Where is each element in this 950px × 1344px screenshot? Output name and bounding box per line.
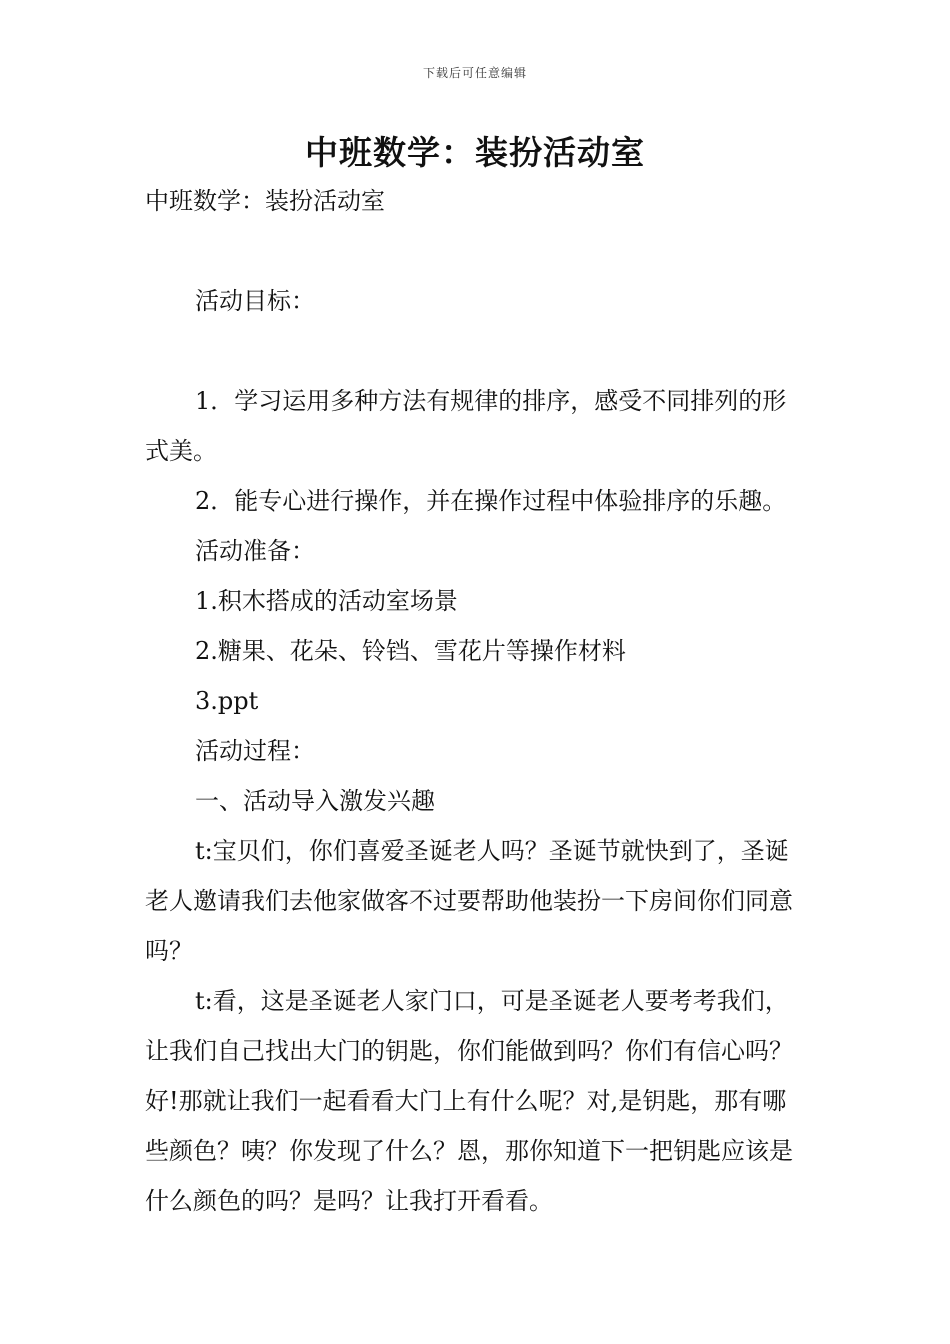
document-body [145,176,810,1226]
goal-item-2: 2．能专心进行操作，并在操作过程中体验排序的乐趣。 [195,487,787,515]
section-heading-process: 活动过程： [195,737,315,765]
blank-line [145,226,810,276]
section-heading-goals: 活动目标： [195,287,315,315]
dialogue-paragraph-2: t:看，这是圣诞老人家门口，可是圣诞老人要考考我们，让我们自己找出大门的钥匙，你们能做到吗？你们有信心吗？好!那就让我们一起看看大门上有什么呢？对,是钥匙，那有哪些颜色？咦？你发现了什么？恩，那你知道下一把钥匙应该是什么颜色的吗？是吗？让我打开看看。 [145,987,793,1215]
prep-item-2: 2.糖果、花朵、铃铛、雪花片等操作材料 [195,637,626,665]
section-heading-preparation: 活动准备： [195,537,315,565]
header-note: 下载后可任意编辑 [422,66,527,80]
goal-item-1: 1．学习运用多种方法有规律的排序，感受不同排列的形式美。 [145,387,787,465]
process-step-1-heading: 一、活动导入激发兴趣 [195,787,435,815]
blank-line [145,326,810,376]
subtitle-paragraph: 中班数学：装扮活动室 [145,187,385,215]
prep-item-1: 1.积木搭成的活动室场景 [195,587,458,615]
dialogue-paragraph-1: t:宝贝们，你们喜爱圣诞老人吗？圣诞节就快到了，圣诞老人邀请我们去他家做客不过要帮助他装扮一下房间你们同意吗？ [145,837,793,965]
prep-item-3: 3.ppt [195,687,259,715]
document-title: 中班数学：装扮活动室 [305,133,645,172]
